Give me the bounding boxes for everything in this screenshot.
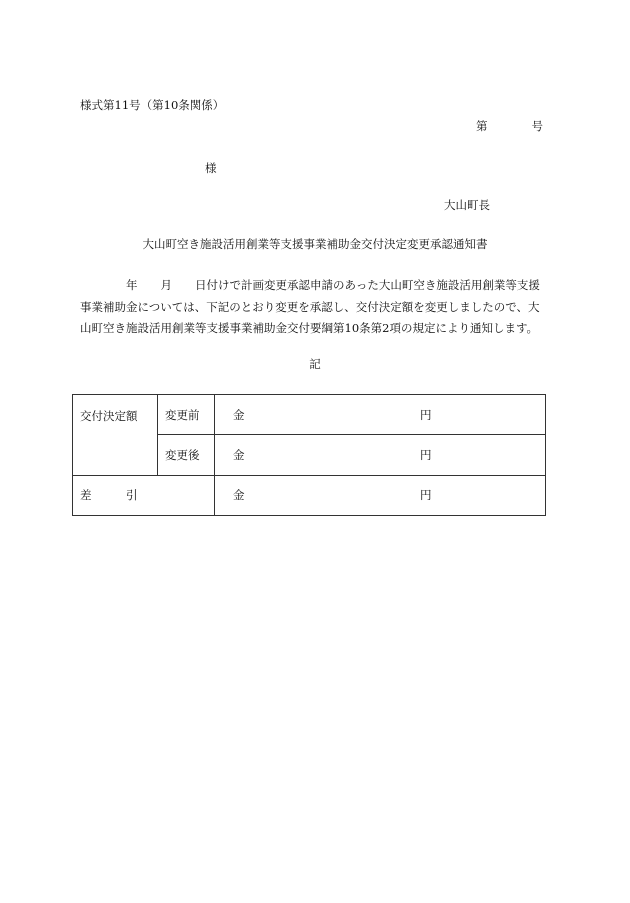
grant-label-cell xyxy=(73,395,158,476)
yen-label: 円 xyxy=(420,488,432,503)
before-label-cell xyxy=(158,395,215,435)
table-row xyxy=(73,475,546,515)
after-label: 変更後 xyxy=(165,447,200,462)
before-amount-cell xyxy=(215,395,546,435)
difference-amount-cell xyxy=(215,475,546,515)
kin-label: 金 xyxy=(233,447,245,462)
doc-number-go: 号 xyxy=(531,119,543,133)
issuer-name: 大山町長 xyxy=(444,198,490,212)
doc-number-dai: 第 xyxy=(476,119,488,133)
yen-label: 円 xyxy=(420,447,432,462)
body-line-3: 山町空き施設活用創業等支援事業補助金交付要綱第10条第2項の規定により通知します。 xyxy=(80,321,539,335)
before-label: 変更前 xyxy=(165,407,200,422)
addressee-honorific: 様 xyxy=(205,161,217,175)
yen-label: 円 xyxy=(420,407,432,422)
after-amount-cell xyxy=(215,435,546,475)
table-row xyxy=(73,395,546,435)
grant-amount-table xyxy=(72,394,546,516)
kin-label: 金 xyxy=(233,488,245,503)
difference-label: 差 引 xyxy=(80,488,138,503)
body-paragraph xyxy=(80,275,556,340)
body-line-1: 年 月 日付けで計画変更承認申請のあった大山町空き施設活用創業等支援 xyxy=(80,278,540,292)
ki-heading: 記 xyxy=(309,357,321,371)
after-label-cell xyxy=(158,435,215,475)
document-title: 大山町空き施設活用創業等支援事業補助金交付決定変更承認通知書 xyxy=(142,237,488,251)
document-number xyxy=(476,118,543,134)
grant-label: 交付決定額 xyxy=(80,409,138,423)
form-number: 様式第11号（第10条関係） xyxy=(80,98,225,112)
kin-label: 金 xyxy=(233,407,245,422)
difference-label-cell xyxy=(73,475,215,515)
body-line-2: 事業補助金については、下記のとおり変更を承認し、交付決定額を変更しましたので、大 xyxy=(80,299,540,314)
